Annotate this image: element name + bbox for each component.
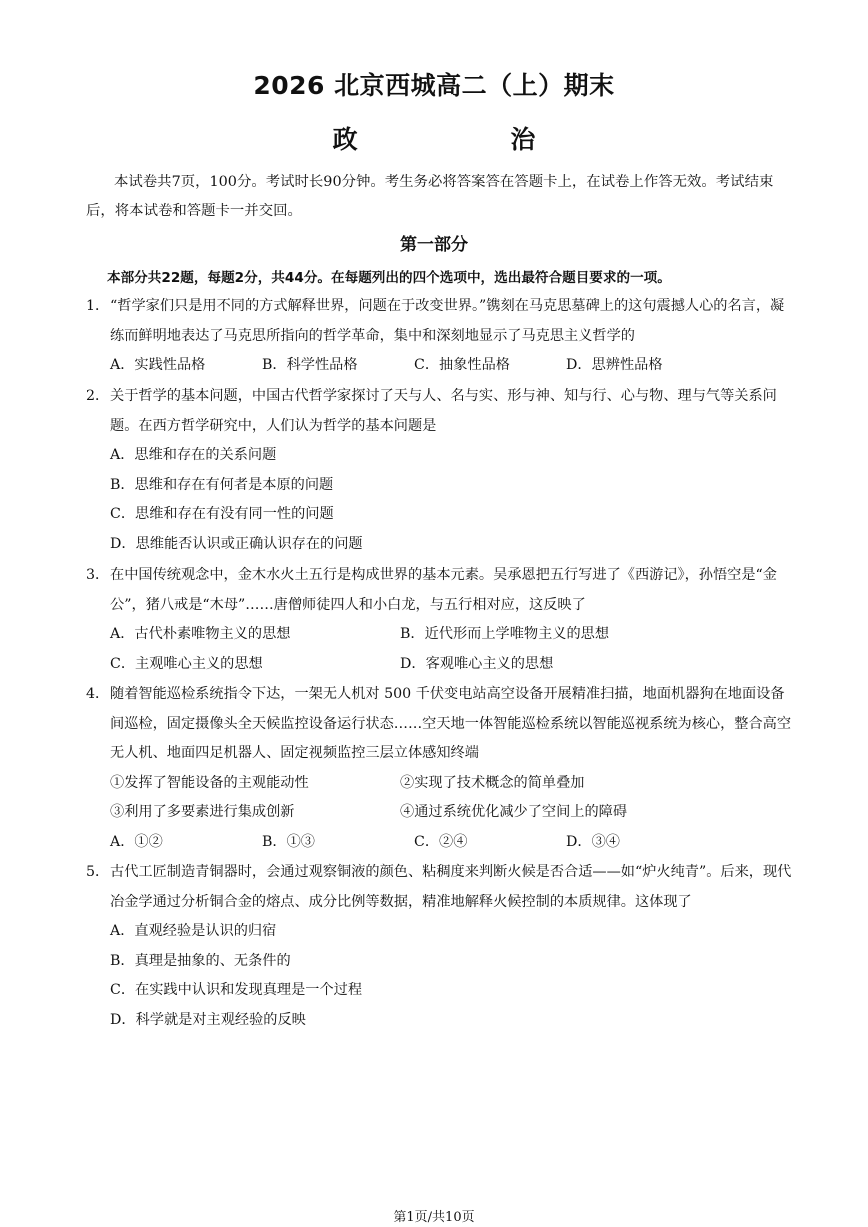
question-number: 1． [86,298,110,314]
statement-1: ①发挥了智能设备的主观能动性 [110,774,309,791]
question-stem [86,680,792,769]
option-c: C．抽象性品格 [414,357,510,373]
question-text: “哲学家们只是用不同的方式解释世界，问题在于改变世界。”镌刻在马克思墓碑上的这句震撼人心的名言，凝练而鲜明地表达了马克思所指向的哲学革命，集中和深刻地显示了马克思主义哲学的 [110,298,785,344]
option-d: D．思辨性品格 [566,357,663,373]
option-d: D．科学就是对主观经验的反映 [110,1011,306,1028]
option-a: A．直观经验是认识的归宿 [110,923,277,939]
section-instructions: 本部分共22题，每题2分，共44分。在每题列出的四个选项中，选出最符合题目要求的一项。 [107,270,671,286]
option-a: A．思维和存在的关系问题 [110,447,277,463]
option-b: B．近代形而上学唯物主义的思想 [400,626,610,642]
option-b: B．真理是抽象的、无条件的 [110,952,291,969]
option-row [86,620,792,650]
question-2 [86,382,792,559]
statement-4: ④通过系统优化减少了空间上的障碍 [400,804,628,820]
option-b: B．①③ [262,833,315,850]
question-1 [86,292,792,381]
option-row [86,530,792,560]
option-d: D．③④ [566,833,620,850]
question-stem [86,858,792,917]
option-c: C．主观唯心主义的思想 [110,655,263,672]
exam-title: 2026 北京西城高二（上）期末 [253,71,615,100]
statement-2: ②实现了技术概念的简单叠加 [400,774,585,791]
question-5 [86,858,792,1035]
question-text: 随着智能巡检系统指令下达，一架无人机对 500 千伏变电站高空设备开展精准扫描，地面机器狗在地面设备间巡检，固定摄像头全天候监控设备运行状态……空天地一体智能巡检系统以智能巡视系统为核心，整合高空无人机、地面四足机器人、固定视频监控三层立体感知终端 [110,686,792,761]
question-number: 4． [86,686,110,702]
option-row [86,471,792,501]
option-row [86,441,792,471]
question-stem [86,382,792,441]
option-row [86,1006,792,1036]
statement-row [86,769,792,799]
option-row [86,351,792,381]
question-stem [86,561,792,620]
exam-subject: 政 治 [332,125,588,154]
option-row [86,650,792,680]
question-number: 2． [86,388,110,404]
question-3 [86,561,792,679]
statement-row [86,798,792,828]
option-row [86,976,792,1006]
question-text: 关于哲学的基本问题，中国古代哲学家探讨了天与人、名与实、形与神、知与行、心与物、理与气等关系问题。在西方哲学研究中，人们认为哲学的基本问题是 [110,388,777,434]
option-a: A．实践性品格 [110,357,206,373]
option-d: D．客观唯心主义的思想 [400,655,554,672]
option-row [86,500,792,530]
page-footer: 第1页/共10页 [393,1210,475,1225]
option-c: C．②④ [414,833,468,850]
question-number: 3． [86,567,110,583]
question-text: 古代工匠制造青铜器时，会通过观察铜液的颜色、粘稠度来判断火候是否合适——如“炉火纯青”。后来，现代冶金学通过分析铜合金的熔点、成分比例等数据，精准地解释火候控制的本质规律。这体现了 [110,864,792,910]
option-row [86,828,792,858]
option-b: B．思维和存在有何者是本原的问题 [110,476,334,493]
option-c: C．在实践中认识和发现真理是一个过程 [110,982,363,998]
question-stem [86,292,792,351]
question-text: 在中国传统观念中，金木水火土五行是构成世界的基本元素。吴承恩把五行写进了《西游记》，孙悟空是“金公”，猪八戒是“木母”……唐僧师徒四人和小白龙，与五行相对应，这反映了 [110,567,777,613]
option-row [86,917,792,947]
exam-intro: 本试卷共7页，100分。考试时长90分钟。考生务必将答案答在答题卡上，在试卷上作答无效。考试结束后，将本试卷和答题卡一并交回。 [86,174,774,219]
option-row [86,947,792,977]
option-c: C．思维和存在有没有同一性的问题 [110,506,334,522]
option-a: A．①② [110,833,163,850]
section-title: 第一部分 [400,235,468,255]
option-b: B．科学性品格 [262,357,358,373]
statement-3: ③利用了多要素进行集成创新 [110,804,295,820]
option-a: A．古代朴素唯物主义的思想 [110,626,291,642]
question-4 [86,680,792,857]
option-d: D．思维能否认识或正确认识存在的问题 [110,535,363,552]
question-number: 5． [86,864,110,880]
